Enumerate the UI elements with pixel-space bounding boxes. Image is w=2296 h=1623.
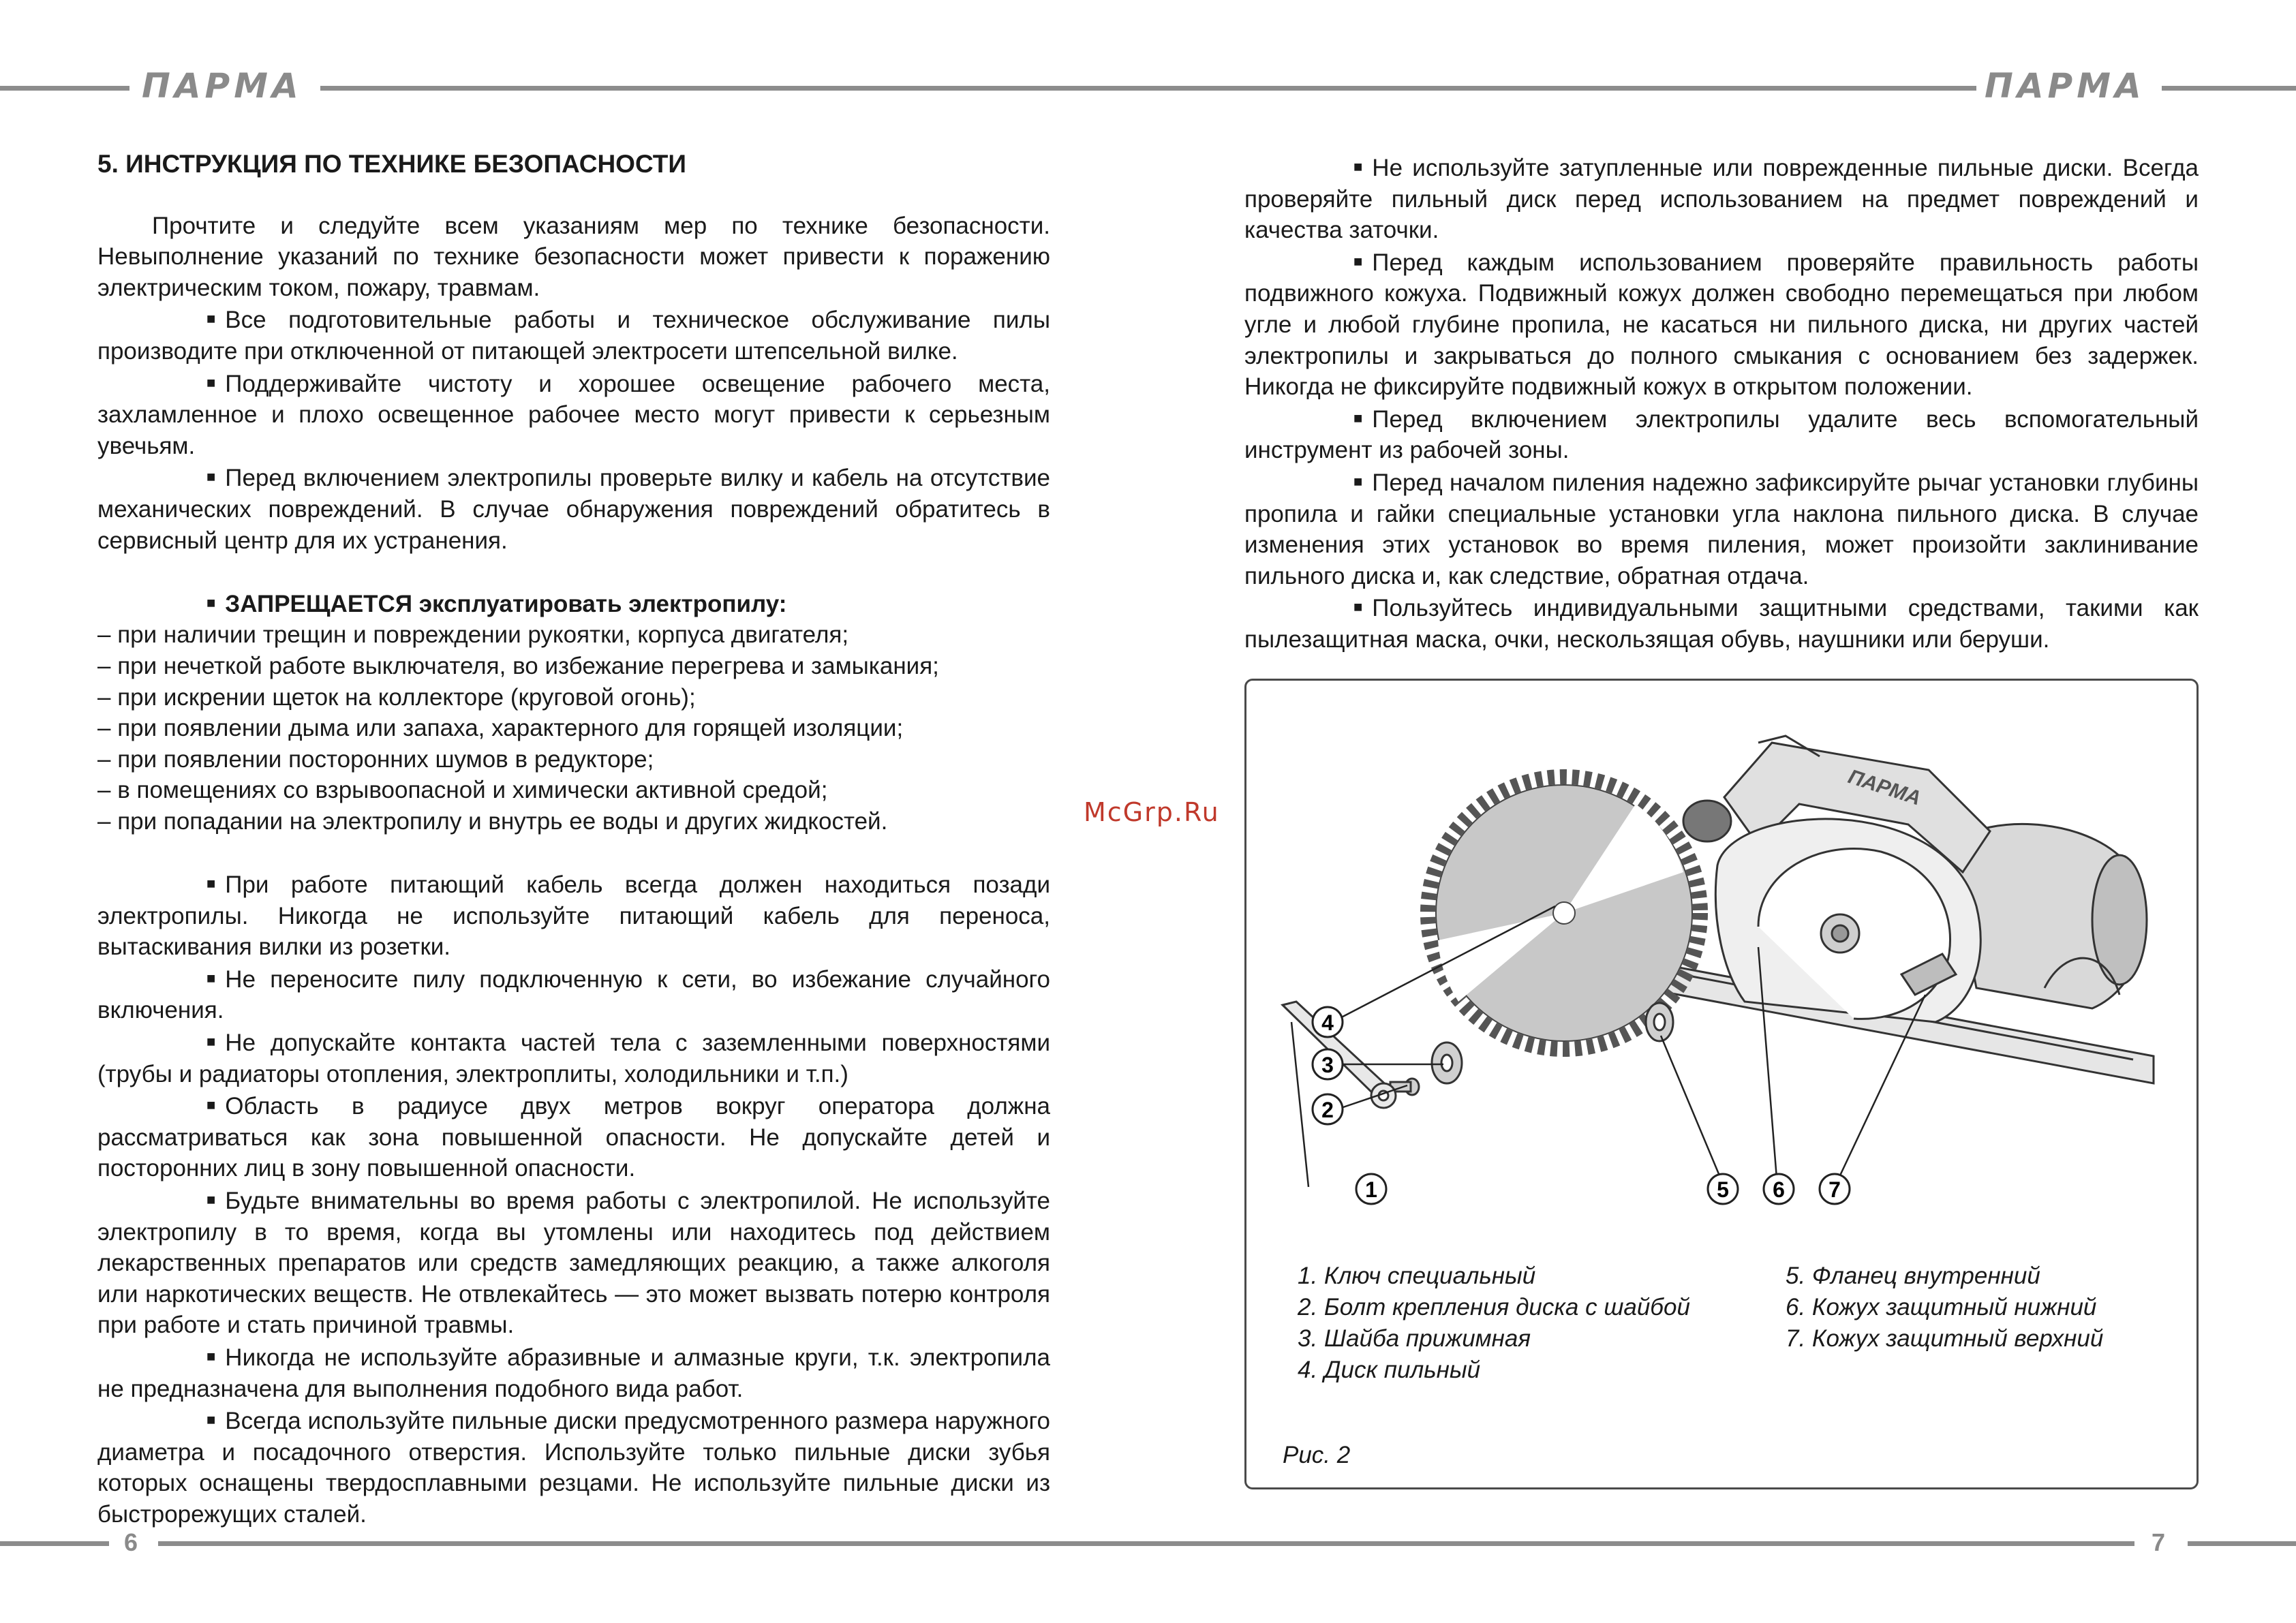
bullet-paragraph: ■ Поддерживайте чистоту и хорошее освещение рабочего места, захламленное и плохо освещенное рабочее место могут привести к серьезным увечьям. xyxy=(97,367,1050,462)
bullet-paragraph: ■ Область в радиусе двух метров вокруг оператора должна рассматриваться как зона повышенной опасности. Не допускайте детей и посторонних лиц в зону повышенной опасности. xyxy=(97,1089,1050,1184)
legend-item: 2. Болт крепления диска с шайбой xyxy=(1298,1294,1690,1320)
bullet-square-icon: ■ xyxy=(206,373,216,391)
bullet-square-icon: ■ xyxy=(206,1096,216,1114)
svg-text:2: 2 xyxy=(1321,1098,1334,1122)
section-heading: 5. ИНСТРУКЦИЯ ПО ТЕХНИКЕ БЕЗОПАСНОСТИ xyxy=(97,150,686,178)
legend-item: 1. Ключ специальный xyxy=(1298,1263,1536,1289)
callout-2 xyxy=(1313,1094,1343,1124)
tool-brand-label: ПАРМА xyxy=(1845,765,1924,810)
bullet-square-icon: ■ xyxy=(206,468,216,486)
bullet-paragraph: ■ Не используйте затупленные или поврежденные пильные диски. Всегда проверяйте пильный диск перед использованием на предмет повреждений и качества заточки. xyxy=(1244,151,2199,246)
circular-saw-diagram xyxy=(1254,702,2188,1233)
callout-7 xyxy=(1820,1174,1850,1204)
legend-item: 4. Диск пильный xyxy=(1298,1357,1481,1383)
svg-text:3: 3 xyxy=(1321,1053,1334,1077)
header-rule-left xyxy=(0,86,129,91)
forbidden-list-item: – при попадании на электропилу и внутрь ее воды и других жидкостей. xyxy=(97,807,888,835)
bullet-square-icon: ■ xyxy=(206,969,216,987)
bullet-square-icon: ■ xyxy=(1353,472,1363,490)
page-number-left: 6 xyxy=(124,1528,138,1556)
bullet-paragraph: ■ Перед включением электропилы удалите весь вспомогательный инструмент из рабочей зоны. xyxy=(1244,403,2199,466)
svg-text:6: 6 xyxy=(1773,1177,1785,1202)
forbidden-list-item: – при появлении дыма или запаха, характерного для горящей изоляции; xyxy=(97,715,904,742)
intro-paragraph: Прочтите и следуйте всем указаниям мер по технике безопасности. Невыполнение указаний по технике безопасности может привести к поражению электрическим током, пожару, травмам. xyxy=(97,212,1050,301)
bullet-paragraph: ■ Все подготовительные работы и техническое обслуживание пилы производите при отключенной от питающей электросети штепсельной вилке. xyxy=(97,303,1050,367)
header-rule-center xyxy=(320,86,1976,91)
legend-left xyxy=(1298,1261,1690,1386)
header-rule-right xyxy=(2162,86,2296,91)
callout-3 xyxy=(1313,1049,1343,1079)
bullet-square-icon: ■ xyxy=(1353,409,1363,427)
bullet-square-icon: ■ xyxy=(206,1191,216,1208)
right-column xyxy=(1244,151,2199,655)
callout-6 xyxy=(1764,1174,1794,1204)
bullet-square-icon: ■ xyxy=(206,310,216,328)
legend-item: 5. Фланец внутренний xyxy=(1786,1263,2040,1289)
bullet-paragraph: ■ Перед каждым использованием проверяйте правильность работы подвижного кожуха. Подвижный кожух должен свободно перемещаться при любом угле и любой глубине пропила, не касаться ни пильного диска, ни других частей электропилы и закрываться до полного смыкания с основанием без задержек. Никогда не фиксируйте подвижный кожух в открытом положении. xyxy=(1244,246,2199,403)
brand-logo-left: ПАРМА xyxy=(142,66,303,106)
callout-5 xyxy=(1708,1174,1738,1204)
figure-caption: Рис. 2 xyxy=(1283,1442,1351,1468)
bullet-square-icon: ■ xyxy=(1353,252,1363,270)
forbidden-list-item: – при нечеткой работе выключателя, во избежание перегрева и замыкания; xyxy=(97,652,939,679)
svg-text:4: 4 xyxy=(1321,1010,1334,1035)
forbidden-list-item: – в помещениях со взрывоопасной и химически активной средой; xyxy=(97,777,828,804)
page-number-right: 7 xyxy=(2152,1528,2166,1556)
bullet-paragraph: ■ При работе питающий кабель всегда должен находиться позади электропилы. Никогда не используйте питающий кабель для переноса, вытаскивания вилки из розетки. xyxy=(97,868,1050,963)
footer-rule-right xyxy=(2188,1541,2296,1546)
legend-right xyxy=(1786,1261,2103,1355)
callout-4 xyxy=(1313,1007,1343,1037)
forbidden-list-item: – при появлении посторонних шумов в редукторе; xyxy=(97,745,654,773)
watermark[interactable]: McGrp.Ru xyxy=(1084,797,1220,827)
forbidden-list-item: – при искрении щеток на коллекторе (круговой огонь); xyxy=(97,683,696,711)
forbidden-heading: ■ ЗАПРЕЩАЕТСЯ эксплуатировать электропилу: xyxy=(97,587,1050,620)
bullet-paragraph: ■ Перед включением электропилы проверьте вилку и кабель на отсутствие механических повреждений. В случае обнаружения повреждений обратитесь в сервисный центр для их устранения. xyxy=(97,461,1050,556)
bullet-paragraph: ■ Всегда используйте пильные диски предусмотренного размера наружного диаметра и посадочного отверстия. Используйте только пильные диски зубья которых оснащены твердосплавными резцами. Не используйте пильные диски из быстрорежущих сталей. xyxy=(97,1404,1050,1530)
legend-item: 6. Кожух защитный нижний xyxy=(1786,1294,2097,1320)
bullet-paragraph: ■ Не переносите пилу подключенную к сети, во избежание случайного включения. xyxy=(97,963,1050,1026)
bullet-square-icon: ■ xyxy=(206,1347,216,1365)
callout-1 xyxy=(1356,1174,1386,1204)
footer-rule-left xyxy=(0,1541,109,1546)
bullet-square-icon: ■ xyxy=(206,875,216,893)
svg-text:5: 5 xyxy=(1717,1177,1729,1202)
legend-item: 3. Шайба прижимная xyxy=(1298,1325,1531,1352)
svg-text:7: 7 xyxy=(1828,1177,1841,1202)
bullet-paragraph: ■ Не допускайте контакта частей тела с заземленными поверхностями (трубы и радиаторы отопления, электроплиты, холодильники и т.п.) xyxy=(97,1026,1050,1089)
bullet-square-icon: ■ xyxy=(206,1411,216,1429)
forbidden-list-item: – при наличии трещин и повреждении рукоятки, корпуса двигателя; xyxy=(97,621,849,649)
brand-logo-right: ПАРМА xyxy=(1985,66,2145,106)
bullet-square-icon: ■ xyxy=(1353,158,1363,175)
footer-rule-center xyxy=(158,1541,2134,1546)
legend-item: 7. Кожух защитный верхний xyxy=(1786,1325,2104,1352)
bullet-square-icon: ■ xyxy=(206,593,216,611)
bullet-paragraph: ■ Никогда не используйте абразивные и алмазные круги, т.к. электропила не предназначена для выполнения подобного вида работ. xyxy=(97,1341,1050,1404)
bullet-paragraph: ■ Пользуйтесь индивидуальными защитными средствами, такими как пылезащитная маска, очки, нескользящая обувь, наушники или беруши. xyxy=(1244,591,2199,655)
left-column xyxy=(97,149,1050,1530)
inner-flange xyxy=(1646,1003,1673,1041)
svg-text:1: 1 xyxy=(1365,1177,1377,1202)
bullet-square-icon: ■ xyxy=(1353,598,1363,616)
bullet-paragraph: ■ Перед началом пиления надежно зафиксируйте рычаг установки глубины пропила и гайки специальные установки угла наклона пильного диска. В случае изменения этих установок во время пиления, может произойти заклинивание пильного диска и, как следствие, обратная отдача. xyxy=(1244,466,2199,591)
bullet-paragraph: ■ Будьте внимательны во время работы с электропилой. Не используйте электропилу в то время, когда вы утомлены или находитесь под действием лекарственных препаратов или средств замедляющих реакцию, а также алкоголя или наркотических веществ. Не отвлекайтесь — это может вызвать потерю контроля при работе и стать причиной травмы. xyxy=(97,1184,1050,1341)
pressure-washer xyxy=(1432,1042,1462,1083)
bullet-square-icon: ■ xyxy=(206,1033,216,1051)
